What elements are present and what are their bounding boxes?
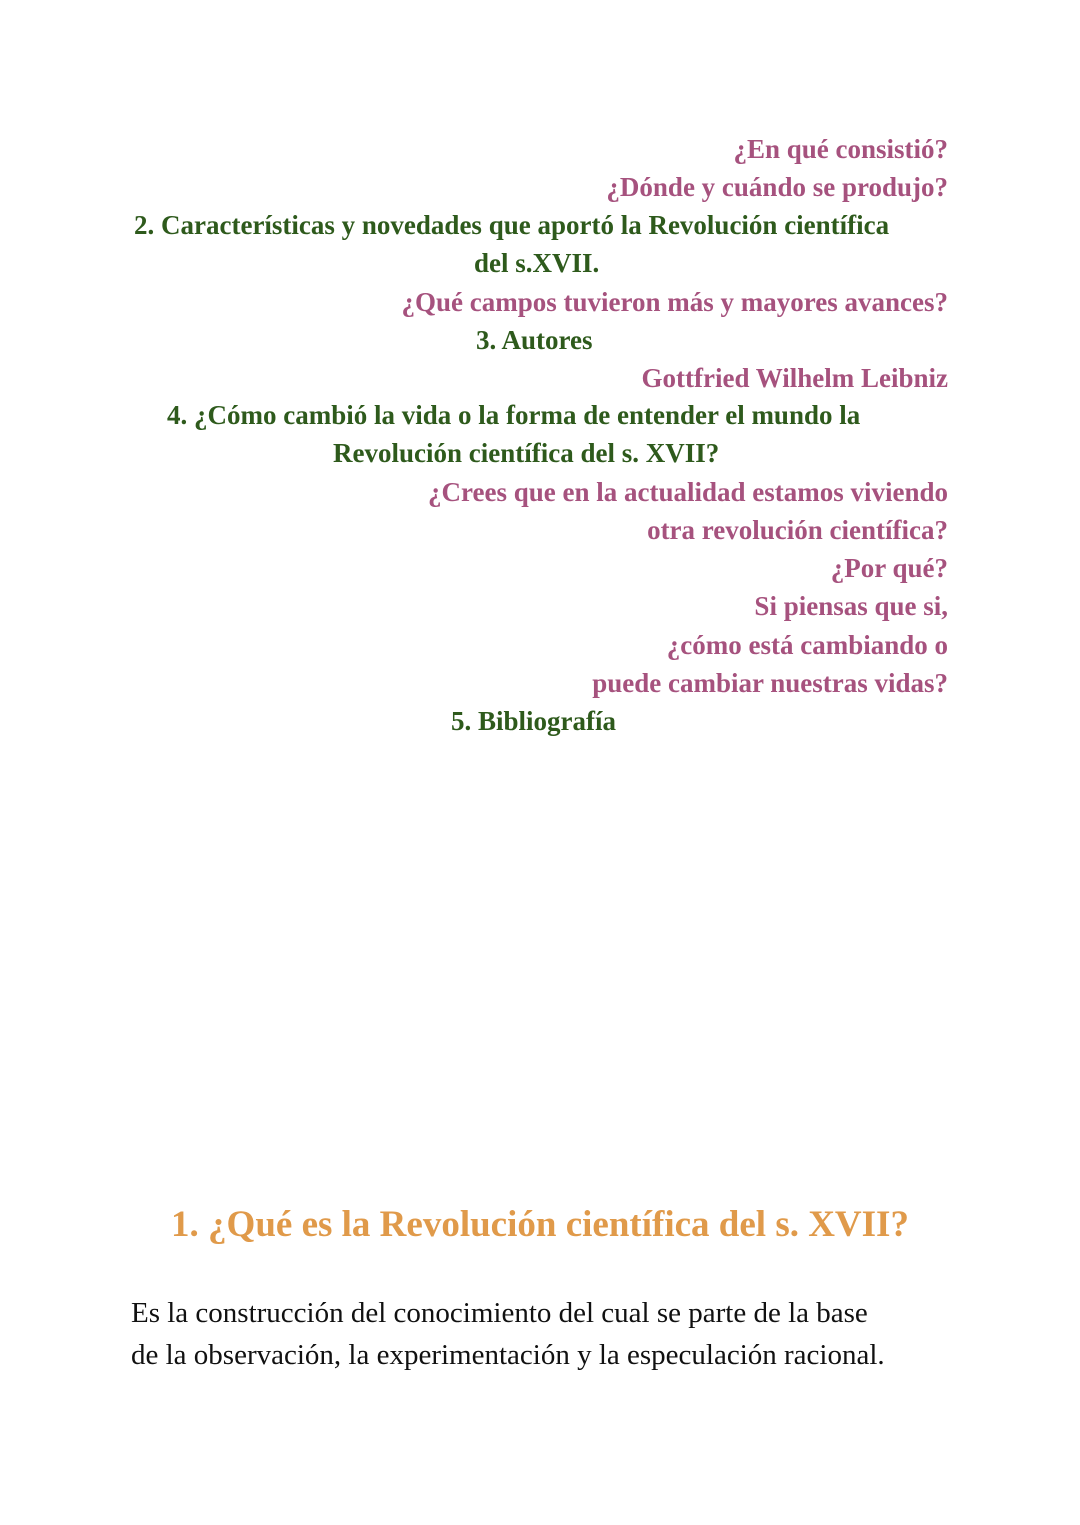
subquestion-en-que-consistio: ¿En qué consistió?: [733, 134, 948, 164]
heading-2-continuation: del s.XVII.: [474, 248, 600, 278]
section-1-paragraph: [131, 1292, 885, 1376]
heading-4-continuation: Revolución científica del s. XVII?: [333, 438, 720, 468]
heading-3-autores: 3. Autores: [476, 325, 593, 355]
subquestion-donde-cuando: ¿Dónde y cuándo se produjo?: [606, 172, 948, 202]
subquestion-campos-avances: ¿Qué campos tuvieron más y mayores avances?: [401, 287, 948, 317]
subquestion-otra-revolucion: otra revolución científica?: [647, 515, 948, 545]
section-1-title: 1. ¿Qué es la Revolución científica del s. XVII?: [171, 1204, 909, 1245]
subquestion-por-que: ¿Por qué?: [830, 553, 948, 583]
subquestion-actualidad: ¿Crees que en la actualidad estamos viviendo: [427, 477, 948, 507]
author-leibniz: Gottfried Wilhelm Leibniz: [641, 363, 948, 393]
paragraph-line: Es la construcción del conocimiento del cual se parte de la base: [131, 1297, 868, 1329]
subquestion-nuestras-vidas: puede cambiar nuestras vidas?: [592, 668, 948, 698]
subquestion-como-esta-cambiando: ¿cómo está cambiando o: [666, 630, 948, 660]
subquestion-si-piensas: Si piensas que si,: [754, 591, 948, 621]
paragraph-line: de la observación, la experimentación y la especulación racional.: [131, 1339, 885, 1371]
heading-4-como-cambio: 4. ¿Cómo cambió la vida o la forma de entender el mundo la: [167, 400, 861, 430]
heading-5-bibliografia: 5. Bibliografía: [451, 706, 617, 736]
heading-2-caracteristicas: 2. Características y novedades que aportó la Revolución científica: [134, 210, 890, 240]
